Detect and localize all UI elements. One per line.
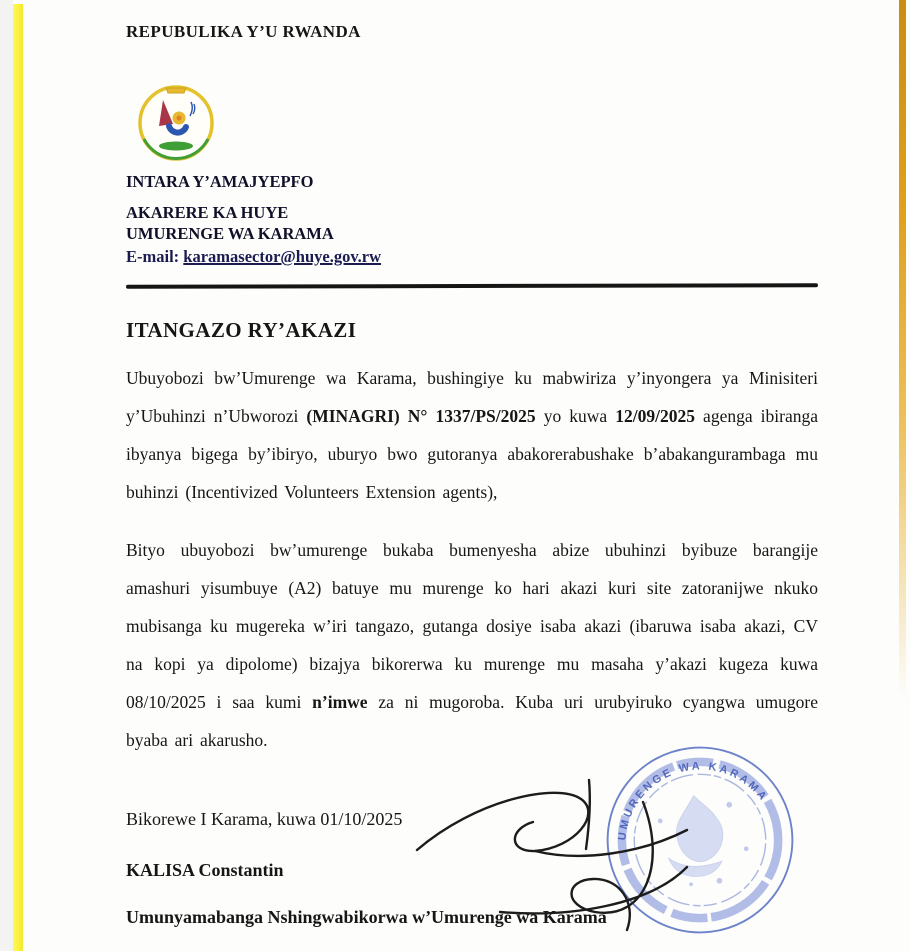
paragraph-2: Bityo ubuyobozi bw’umurenge bukaba bumenyesha abize ubuhinzi byibuze barangije amashuri yisumbuye (A2) batuye mu murenge ko hari akazi kuri site zatoranijwe nkuko mubisanga ku mugereka w’iri tangazo, gutanga dosiye isaba akazi (ibaruwa isaba akazi, CV na kopi ya dipolome) bizajya bikorerwa ku murenge mu masaha y’akazi kugeza kuwa 08/10/2025 i saa kumi n’imwe za ni mugoroba. Kuba uri urubyiruko cyangwa umugore byaba ari akarusho.	[126, 539, 818, 750]
email-line	[126, 247, 818, 267]
email-label: E-mail:	[126, 247, 184, 267]
document-title: ITANGAZO RY’AKAZI	[126, 317, 357, 342]
district-line: AKARERE KA HUYE	[126, 203, 289, 223]
republic-line: REPUBULIKA Y’U RWANDA	[126, 22, 361, 41]
stamp-rim-text: UMURENGE WA KARAMA	[616, 760, 771, 842]
signatory-title: Umunyamabanga Nshingwabikorwa w’Umurenge wa Karama	[126, 906, 607, 927]
highlight-strip-left	[13, 4, 23, 951]
highlight-strip-right	[899, 0, 906, 700]
scan-edge-left	[0, 0, 13, 951]
paragraph-1: Ubuyobozi bw’Umurenge wa Karama, bushingiye ku mabwiriza y’inyongera ya Minisiteri y’Ubuhinzi n’Ubworozi (MINAGRI) N° 1337/PS/2025 yo kuwa 12/09/2025 agenga ibiranga ibyanya bigega by’ibiryo, uburyo bwo gutoranya abakorerabushake b’abakangurambaga mu buhinzi (Incentivized Volunteers Extension agents),	[126, 367, 819, 502]
sector-line: UMURENGE WA KARAMA	[126, 224, 334, 244]
place-date-line: Bikorewe I Karama, kuwa 01/10/2025	[126, 808, 403, 829]
rwanda-coat-of-arms-icon	[136, 84, 216, 164]
signatory-name: KALISA Constantin	[126, 859, 284, 880]
email-link[interactable]: karamasector@huye.gov.rw	[183, 247, 382, 267]
letter-content	[126, 22, 818, 946]
province-line: INTARA Y’AMAJYEPFO	[126, 172, 314, 191]
header-divider	[126, 283, 818, 288]
